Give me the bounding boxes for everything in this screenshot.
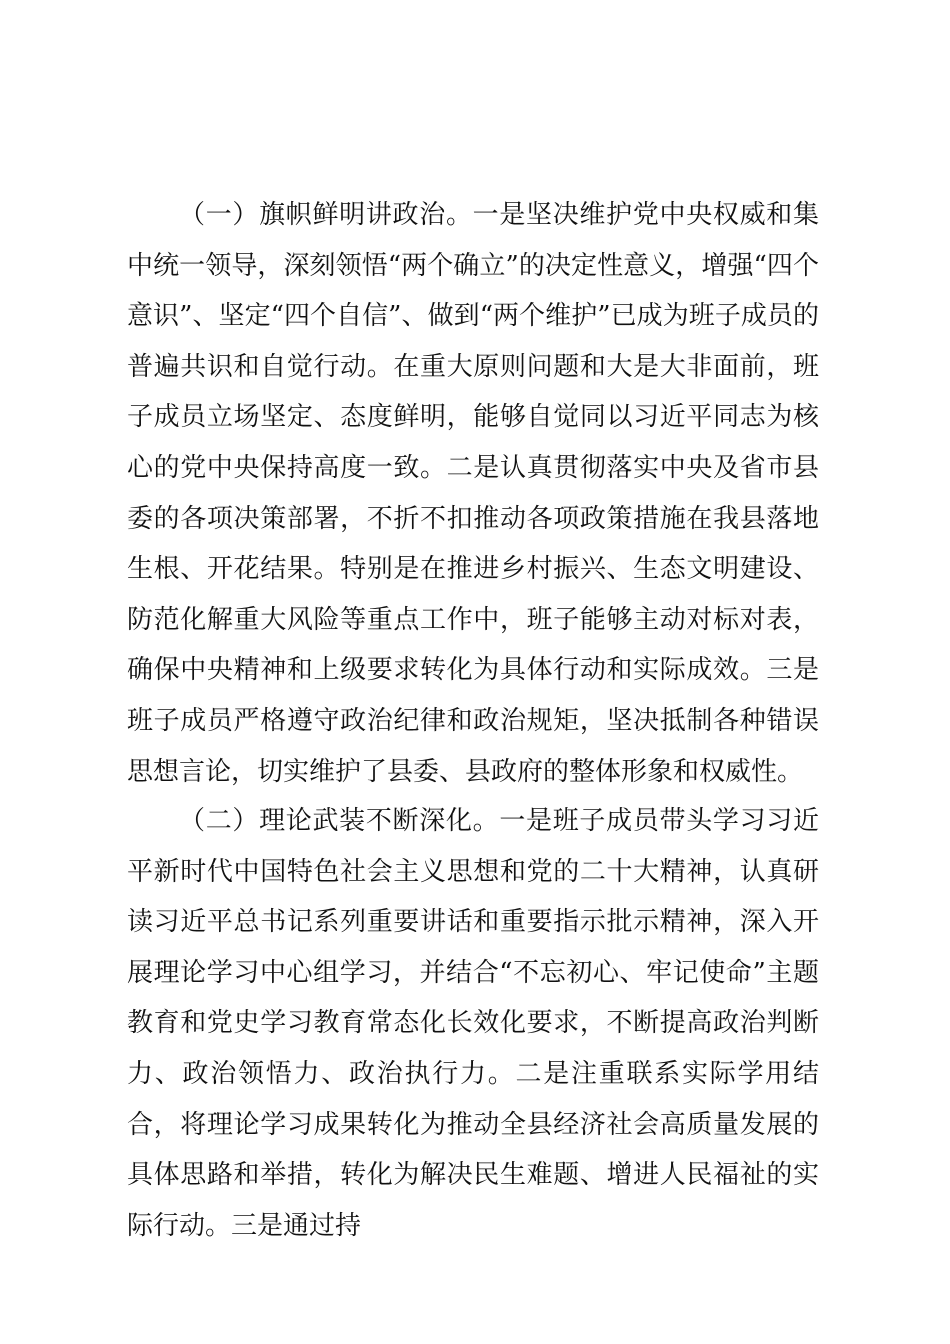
paragraph-theory-study: （二）理论武装不断深化。一是班子成员带头学习习近平新时代中国特色社会主义思想和党的二十大精神，认真研读习近平总书记系列重要讲话和重要指示批示精神，深入开展理论学习中心组学习，并结合“不忘初心、牢记使命”主题教育和党史学习教育常态化长效化要求，不断提高政治判断力、政治领悟力、政治执行力。二是注重联系实际学用结合，将理论学习成果转化为推动全县经济社会高质量发展的具体思路和举措，转化为解决民生难题、增进人民福祉的实际行动。三是通过持 <box>127 806 819 1241</box>
paragraph-political-stance: （一）旗帜鲜明讲政治。一是坚决维护党中央权威和集中统一领导，深刻领悟“两个确立”的决定性意义，增强“四个意识”、坚定“四个自信”、做到“两个维护”已成为班子成员的普遍共识和自觉行动。在重大原则问题和大是大非面前，班子成员立场坚定、态度鲜明，能够自觉同以习近平同志为核心的党中央保持高度一致。二是认真贯彻落实中央及省市县委的各项决策部署，不折不扣推动各项政策措施在我县落地生根、开花结果。特别是在推进乡村振兴、生态文明建设、防范化解重大风险等重点工作中，班子能够主动对标对表，确保中央精神和上级要求转化为具体行动和实际成效。三是班子成员严格遵守政治纪律和政治规矩，坚决抵制各种错误思想言论，切实维护了县委、县政府的整体形象和权威性。 <box>127 200 819 787</box>
